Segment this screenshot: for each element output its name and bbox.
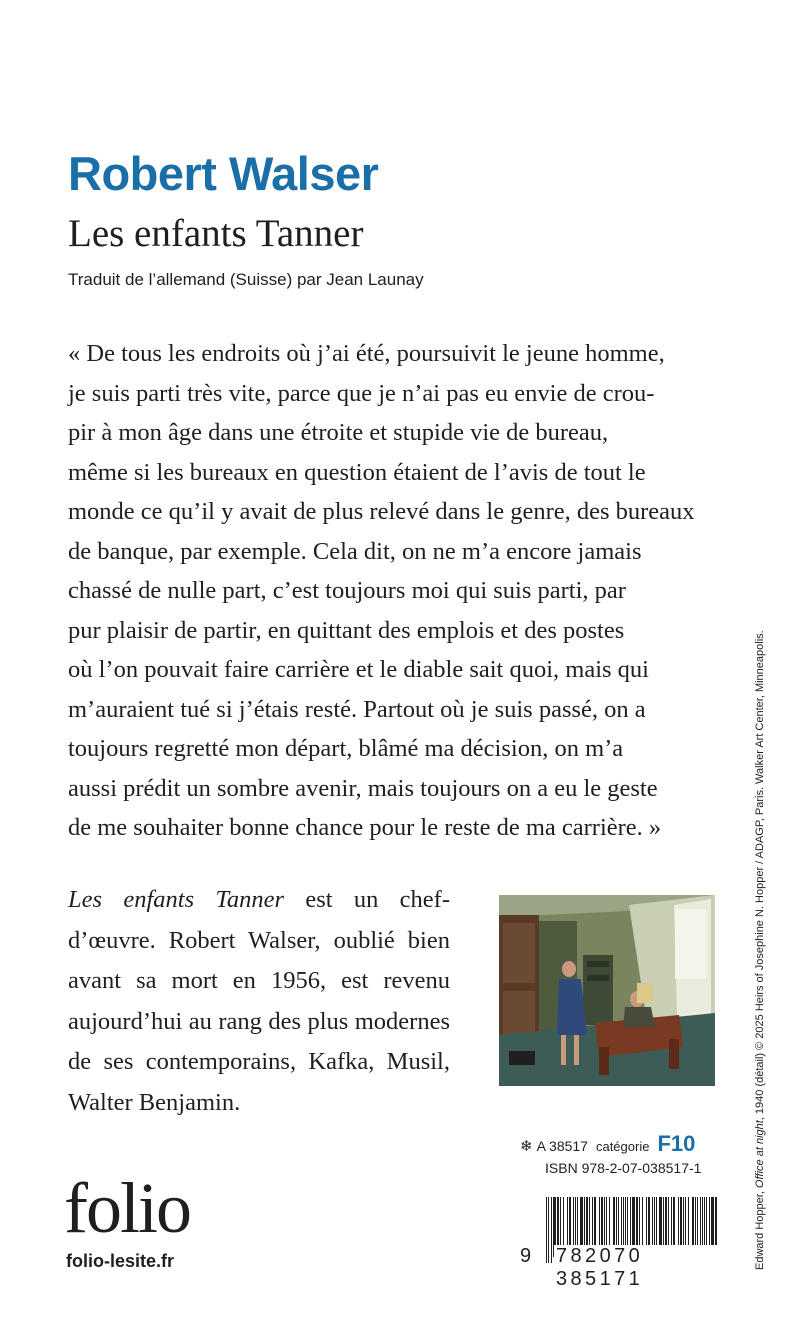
quote-line: de banque, par exemple. Cela dit, on ne m’a encore jamais	[68, 537, 642, 565]
image-credit	[754, 630, 766, 1270]
translator-credit: Traduit de l’allemand (Suisse) par Jean Launay	[68, 270, 424, 289]
blurb-text: est un chef-d’œuvre. Robert Walser, oublié bien avant sa mort en 1956, est revenu aujourd’hui au rang des plus modernes de ses contemporains, Kafka, Musil, Walter Benjamin.	[68, 886, 450, 1116]
quote-line: monde ce qu’il y avait de plus relevé dans le genre, des bureaux	[68, 498, 695, 525]
quote-line: je suis parti très vite, parce que je n’ai pas eu envie de crou-	[68, 379, 655, 407]
quote-line: toujours regretté mon départ, blâmé ma décision, on m’a	[68, 735, 624, 762]
quote-line: où l’on pouvait faire carrière et le diable sait quoi, mais qui	[68, 656, 649, 683]
author-name: Robert Walser	[68, 147, 379, 200]
barcode-first-digit: 9	[520, 1245, 532, 1267]
quote-line: aussi prédit un sombre avenir, mais toujours on a eu le geste	[68, 774, 658, 802]
barcode-bar	[546, 1197, 547, 1263]
publisher-website: folio-lesite.fr	[66, 1251, 175, 1271]
barcode	[520, 1197, 718, 1290]
isbn-number: ISBN 978-2-07-038517-1	[545, 1160, 702, 1176]
quote-line: de me souhaiter bonne chance pour le reste de ma carrière. »	[68, 814, 662, 841]
blurb-title: Les enfants Tanner	[68, 886, 284, 913]
catalog-reference: A 38517	[536, 1138, 588, 1154]
catalog-info	[520, 1131, 716, 1176]
cover-painting	[499, 895, 715, 1086]
quote-line: pir à mon âge dans une étroite et stupide vie de bureau,	[68, 419, 609, 446]
quote-line: « De tous les endroits où j’ai été, poursuivit le jeune homme,	[68, 340, 665, 367]
credit-work: Office at night	[754, 1120, 766, 1189]
quote-line: chassé de nulle part, c’est toujours moi qui suis parti, par	[68, 577, 626, 604]
book-blurb	[68, 880, 450, 1123]
catalog-symbol-icon: ❄	[520, 1138, 533, 1155]
quote-line: m’auraient tué si j’étais resté. Partout où je suis passé, on a	[68, 695, 646, 723]
quote-line: même si les bureaux en question étaient de l’avis de tout le	[68, 458, 646, 486]
quote-excerpt	[68, 334, 714, 848]
barcode-digits: 782070 385171	[554, 1245, 718, 1291]
category-code: F10	[657, 1131, 696, 1156]
folio-logo: folio	[64, 1168, 190, 1248]
catalog-row	[520, 1131, 716, 1157]
quote-line: pur plaisir de partir, en quittant des emplois et des postes	[68, 616, 625, 644]
category-label: catégorie	[595, 1139, 650, 1154]
book-title: Les enfants Tanner	[68, 212, 364, 255]
barcode-bar	[548, 1197, 549, 1263]
barcode-bar	[551, 1197, 552, 1263]
credit-suffix: , 1940 (détail) © 2025 Heirs of Josephine N. Hopper / ADAGP, Paris. Walker Art Center, Minneapolis.	[754, 630, 766, 1121]
credit-prefix: Edward Hopper,	[754, 1188, 766, 1270]
painting-illustration	[499, 895, 715, 1086]
